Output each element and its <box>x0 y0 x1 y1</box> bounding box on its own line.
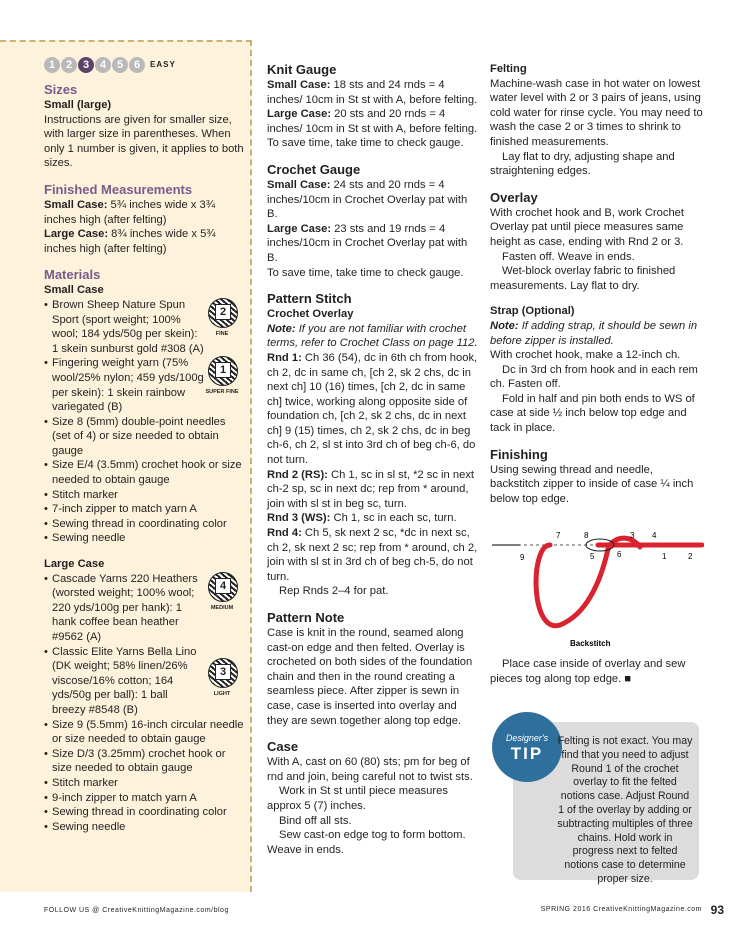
large-case-heading: Large Case <box>44 558 105 571</box>
overlay-text: Fasten off. Weave in ends. <box>502 250 635 263</box>
rnd-1: Rnd 1: Ch 36 (54), dc in 6th ch from hook, ch 2, dc in same ch, [ch 2, sk 2 chs, dc in next ch] 10 (16) times, [ch 2, dc in same ch] twice, working along opposite side of foundation ch, [ch 2, sk 2 chs, dc in next ch] 9 (15) times, ch 2, sk 2 chs, dc in beg ch-6, ch 2, sl st into 3rd ch of beg ch-6, do not turn. <box>267 351 478 467</box>
level-label: EASY <box>150 59 176 69</box>
pattern-stitch-note: Note: If you are not familiar with crochet terms, refer to Crochet Class on page 112. <box>267 322 478 350</box>
level-dot: 5 <box>112 57 128 73</box>
list-item: • Size E/4 (3.5mm) crochet hook or size needed to obtain gauge <box>44 458 244 487</box>
crochet-gauge-heading: Crochet Gauge <box>267 161 361 177</box>
list-item: • Sewing needle <box>44 820 244 835</box>
diagram-label: 6 <box>617 550 622 559</box>
pattern-note-heading: Pattern Note <box>267 610 345 625</box>
rnd-2: Rnd 2 (RS): Ch 1, sc in sl st, *2 sc in next ch-2 sp, sc in next dc; rep from * around, join with sl st in beg sc, turn. <box>267 468 475 510</box>
list-item: • Cascade Yarns 220 Heathers (worsted weight; 100% wool; 220 yds/100g per hank): 1 hank coffee bean heather #9562 (A) <box>44 572 244 645</box>
diagram-label: 2 <box>688 552 693 561</box>
crochet-overlay-heading: Crochet Overlay <box>267 308 354 321</box>
knit-gauge-small: Small Case: 18 sts and 24 rnds = 4 inches/ 10cm in St st with A, before felting. <box>267 79 478 106</box>
crochet-gauge-small: Small Case: 24 sts and 20 rnds = 4 inches/10cm in Crochet Overlay pat with B. <box>267 178 468 221</box>
case-text: Sew cast-on edge tog to form bottom. Weave in ends. <box>267 829 466 856</box>
tip-designer-label: Designer's <box>505 733 549 743</box>
diagram-label: 4 <box>652 531 657 540</box>
diagram-label: 7 <box>556 531 561 540</box>
crochet-gauge-note: To save time, take time to check gauge. <box>267 266 464 279</box>
pattern-note-text: Case is knit in the round, seamed along cast-on edge and then felted. Overlay is crocheted on both sides of the foundation chain and then in the round creating a seamless piece. After zipper is sewn in case, case is inserted into overlay and they are sewn together along top edge. <box>267 627 473 727</box>
backstitch-diagram <box>490 525 704 650</box>
diagram-caption: Backstitch <box>570 639 611 648</box>
repeat-note: Rep Rnds 2–4 for pat. <box>279 585 389 598</box>
yarn-weight-icon: 2 FINE <box>202 298 242 336</box>
yarn-weight-icon: 1 SUPER FINE <box>202 356 242 394</box>
rnd-3: Rnd 3 (WS): Ch 1, sc in each sc, turn. <box>267 512 457 525</box>
tip-text: Felting is not exact. You may find that you need to adjust Round 1 of the crochet overlay to fit the felted notions case. Adjust Round 1 of the overlay by adding or subtracting multiples of three chains. Hold work in progress next to felted notions case to determine proper size. <box>557 735 693 885</box>
level-dot: 6 <box>129 57 145 73</box>
yarn-weight-icon: 4 MEDIUM <box>202 572 242 610</box>
yarn-weight-icon: 3 LIGHT <box>202 658 242 696</box>
case-heading: Case <box>267 739 299 755</box>
level-dot-active: 3 <box>78 57 94 73</box>
materials-heading: Materials <box>44 267 101 283</box>
list-item: • Stitch marker <box>44 488 244 503</box>
finished-large: Large Case: 8¾ inches wide x 5¾ inches high (after felting) <box>44 228 216 255</box>
sidebar-column <box>44 56 244 834</box>
case-text: Bind off all sts. <box>279 814 352 827</box>
felting-text: Lay flat to dry, adjusting shape and straightening edges. <box>490 150 675 178</box>
strap-note: Note: If adding strap, it should be sewn in before zipper is installed. <box>490 319 698 347</box>
small-case-heading: Small Case <box>44 284 104 297</box>
level-dot: 2 <box>61 57 77 73</box>
strap-text: Fold in half and pin both ends to WS of case at side ½ inch below top edge and tack in place. <box>490 392 695 435</box>
list-item: • Classic Elite Yarns Bella Lino (DK weight; 58% linen/26% viscose/16% cotton; 164 yds/50g per ball): 1 ball breezy #8548 (B) <box>44 645 244 718</box>
case-text: Work in St st until piece measures approx 5 (7) inches. <box>267 785 448 812</box>
diagram-label: 9 <box>520 553 525 562</box>
felting-text: Machine-wash case in hot water on lowest water level with 2 or 3 pairs of jeans, using cold water for rinse cycle. You may need to wash the case 2 or 3 times to shrink to finished measurements. <box>490 77 703 148</box>
list-item: • Size 9 (5.5mm) 16-inch circular needle or size needed to obtain gauge <box>44 718 244 747</box>
small-materials-list <box>44 298 244 546</box>
finished-small: Small Case: 5¾ inches wide x 3¾ inches high (after felting) <box>44 198 216 226</box>
diagram-label: 8 <box>584 531 589 540</box>
middle-column <box>267 62 479 857</box>
page-number: 93 <box>710 903 724 917</box>
diagram-label: 5 <box>590 552 595 561</box>
footer-right: SPRING 2016 CreativeKnittingMagazine.com <box>540 906 702 913</box>
knit-gauge-note: To save time, take time to check gauge. <box>267 137 464 150</box>
pattern-stitch-heading: Pattern Stitch <box>267 291 352 307</box>
strap-heading: Strap (Optional) <box>490 305 575 318</box>
right-column <box>490 62 704 506</box>
list-item: • Sewing thread in coordinating color <box>44 517 244 532</box>
sizes-subheading: Small (large) <box>44 99 112 111</box>
finished-heading: Finished Measurements <box>44 181 193 197</box>
finishing-heading: Finishing <box>490 446 548 462</box>
list-item: • Size 8 (5mm) double-point needles (set of 4) or size needed to obtain gauge <box>44 415 244 459</box>
case-text: With A, cast on 60 (80) sts; pm for beg of rnd and join, being careful not to twist sts. <box>267 756 473 783</box>
list-item: • Brown Sheep Nature Spun Sport (sport weight; 100% wool; 184 yds/50g per skein): 1 skein sunburst gold #308 (A) <box>44 298 244 356</box>
crochet-gauge-large: Large Case: 23 sts and 19 rnds = 4 inches/10cm in Crochet Overlay pat with B. <box>267 222 468 264</box>
diagram-label: 3 <box>630 531 635 540</box>
list-item: • Size D/3 (3.25mm) crochet hook or size needed to obtain gauge <box>44 747 244 776</box>
sizes-text: Instructions are given for smaller size, with larger size in parentheses. When only 1 number is given, it applies to both sizes. <box>44 113 244 170</box>
knit-gauge-heading: Knit Gauge <box>267 62 337 77</box>
footer-left: FOLLOW US @ CreativeKnittingMagazine.com/blog <box>44 907 229 914</box>
overlay-heading: Overlay <box>490 189 538 205</box>
list-item: • 9-inch zipper to match yarn A <box>44 791 244 806</box>
finishing-text: Using sewing thread and needle, backstitch zipper to inside of case ¼ inch below top edge. <box>490 463 694 505</box>
felting-heading: Felting <box>490 63 527 75</box>
list-item: • Sewing needle <box>44 531 244 546</box>
rnd-4: Rnd 4: Ch 5, sk next 2 sc, *dc in next sc, ch 2, sk next 2 sc; rep from * around, ch 2, join with sl st in 3rd ch of beg ch-5, do not turn. <box>267 527 478 583</box>
diagram-label: 1 <box>662 552 667 561</box>
list-item: • Stitch marker <box>44 776 244 791</box>
skill-level <box>44 56 244 74</box>
tip-title: TIP <box>510 744 544 763</box>
level-dot: 4 <box>95 57 111 73</box>
overlay-text: With crochet hook and B, work Crochet Overlay pat until piece measures same height as case, ending with Rnd 2 or 3. <box>490 206 685 248</box>
sizes-heading: Sizes <box>44 82 78 97</box>
list-item: • 7-inch zipper to match yarn A <box>44 502 244 517</box>
strap-text: Dc in 3rd ch from hook and in each rem ch. Fasten off. <box>490 363 698 391</box>
large-materials-list <box>44 572 244 835</box>
knit-gauge-large: Large Case: 20 sts and 20 rnds = 4 inches/ 10cm in St st with A, before felting. <box>267 108 478 135</box>
level-dot: 1 <box>44 57 60 73</box>
list-item: • Fingering weight yarn (75% wool/25% nylon; 459 yds/100g per skein): 1 skein rainbow variegated (B) <box>44 356 244 414</box>
finishing-text: Place case inside of overlay and sew pieces tog along top edge. ■ <box>490 658 686 685</box>
list-item: • Sewing thread in coordinating color <box>44 805 244 820</box>
strap-text: With crochet hook, make a 12-inch ch. <box>490 349 681 362</box>
finishing-final <box>490 657 704 686</box>
overlay-text: Wet-block overlay fabric to finished measurements. Lay flat to dry. <box>490 265 676 292</box>
